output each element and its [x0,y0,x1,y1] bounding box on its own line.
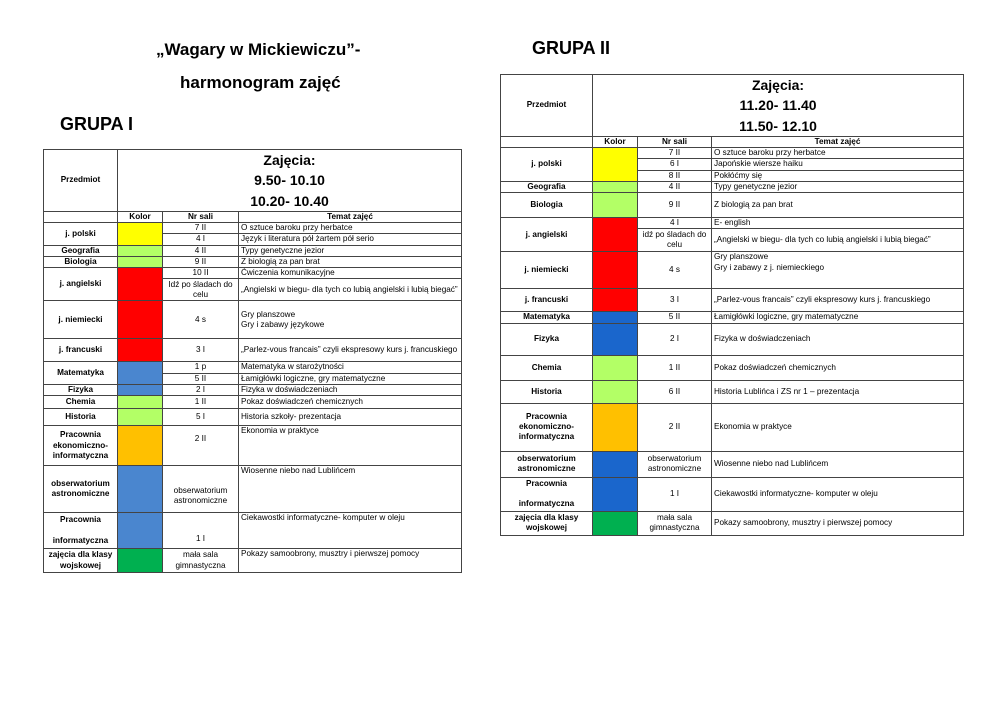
color-cell [593,403,638,451]
topic-cell: Z biologią za pan brat [239,256,462,267]
room-cell: 7 II [163,223,239,234]
color-cell [593,323,638,355]
room-cell: 9 II [163,256,239,267]
topic-cell: E- english [712,218,964,229]
color-cell [593,193,638,218]
group2-schedule-table [500,74,964,536]
table-row [44,384,462,395]
topic-cell: Łamigłówki logiczne, gry matematyczne [712,312,964,323]
table-row [501,252,964,289]
topic-cell: Fizyka w doświadczeniach [239,384,462,395]
group2-heading: GRUPA II [532,38,611,58]
room-cell: obserwatorium astronomiczne [638,451,712,477]
subject-cell: j. francuski [501,289,593,312]
room-cell: mała sala gimnastyczna [163,549,239,573]
room-cell: 4 II [638,181,712,192]
topic-cell: Język i literatura pół żartem pół serio [239,234,462,245]
room-cell: 2 II [163,426,239,466]
topic-header: Temat zajęć [712,136,964,147]
subject-cell: Pracownia informatyczna [44,513,118,549]
color-cell [593,181,638,192]
color-cell [118,549,163,573]
topic-cell: „Angielski w biegu- dla tych co lubią angielski i lubią biegać” [712,229,964,252]
color-cell [118,466,163,513]
room-cell: mała sala gimnastyczna [638,511,712,535]
table-row [44,426,462,466]
table-row [501,193,964,218]
color-cell [593,289,638,312]
table-row [501,218,964,229]
color-cell [118,396,163,409]
subject-cell: Pracownia ekonomiczno-informatyczna [44,426,118,466]
room-cell: 8 II [638,170,712,181]
topic-cell: Pokazy samoobrony, musztry i pierwszej pomocy [712,511,964,535]
topic-cell: Łamigłówki logiczne, gry matematyczne [239,373,462,384]
subject-cell: j. niemiecki [501,252,593,289]
room-cell: 6 II [638,380,712,403]
table-row [501,403,964,451]
subject-cell: j. polski [44,223,118,246]
color-cell [118,256,163,267]
topic-cell: Pokłóćmy się [712,170,964,181]
color-cell [118,409,163,426]
subject-cell: obserwatorium astronomiczne [44,466,118,513]
table-row [44,339,462,362]
room-cell: 1 p [163,362,239,373]
topic-cell: Matematyka w starożytności [239,362,462,373]
topic-cell: Gry planszowe Gry i zabawy językowe [239,301,462,339]
table-row [501,451,964,477]
subject-cell: Biologia [44,256,118,267]
table-row [44,223,462,234]
topic-cell: Pokaz doświadczeń chemicznych [239,396,462,409]
room-cell: 4 s [163,301,239,339]
table-row [44,268,462,279]
room-header: Nr sali [638,136,712,147]
color-cell [118,245,163,256]
table-row [501,380,964,403]
kolor-header: Kolor [118,211,163,222]
table-row [44,245,462,256]
room-cell: 4 I [638,218,712,229]
color-cell [593,451,638,477]
table-row [44,301,462,339]
table-row [501,511,964,535]
time-slot-1: 9.50- 10.10 [254,172,325,189]
table-row [501,477,964,511]
kolor-header: Kolor [593,136,638,147]
color-cell [593,312,638,323]
table-row [501,181,964,192]
color-cell [118,268,163,301]
topic-cell: O sztuce baroku przy herbatce [712,148,964,159]
subject-cell: obserwatorium astronomiczne [501,451,593,477]
subject-cell: Geografia [44,245,118,256]
topic-cell: Pokazy samoobrony, musztry i pierwszej pomocy [239,549,462,573]
table-row [501,289,964,312]
topic-cell: Typy genetyczne jezior [712,181,964,192]
topic-cell: Wiosenne niebo nad Lublińcem [239,466,462,513]
subject-cell: Matematyka [44,362,118,385]
table-row [44,256,462,267]
time-slot-1: 11.20- 11.40 [739,97,817,114]
subject-cell: Fizyka [501,323,593,355]
zajecia-label: Zajęcia: [263,152,316,168]
table-row [44,513,462,549]
group1-heading: GRUPA I [60,114,134,134]
subject-cell: j. francuski [44,339,118,362]
room-cell: idź po śladach do celu [638,229,712,252]
room-cell: 9 II [638,193,712,218]
group2-zajecia-header [593,75,964,137]
room-cell: 6 I [638,159,712,170]
topic-cell: Typy genetyczne jezior [239,245,462,256]
document-title-line1: „Wagary w Mickiewiczu”- [156,40,361,59]
color-cell [118,339,163,362]
table-row [44,549,462,573]
color-cell [593,148,638,182]
room-header: Nr sali [163,211,239,222]
room-cell: 4 s [638,252,712,289]
subject-cell: zajęcia dla klasy wojskowej [44,549,118,573]
subject-cell: Chemia [44,396,118,409]
subject-cell: j. angielski [44,268,118,301]
subject-cell: Biologia [501,193,593,218]
topic-cell: Wiosenne niebo nad Lublińcem [712,451,964,477]
color-cell [593,218,638,252]
subject-cell: j. polski [501,148,593,182]
document-title-line2: harmonogram zajęć [180,73,341,92]
color-cell [118,223,163,246]
topic-cell: Gry planszowe Gry i zabawy z j. niemieckiego [712,252,964,289]
topic-cell: Ekonomia w praktyce [712,403,964,451]
subject-cell: Chemia [501,355,593,380]
topic-cell: Z biologią za pan brat [712,193,964,218]
topic-cell: Historia szkoły- prezentacja [239,409,462,426]
room-cell: 10 II [163,268,239,279]
topic-cell: „Parlez-vous francais” czyli ekspresowy kurs j. francuskiego [712,289,964,312]
room-cell: Idź po śladach do celu [163,279,239,301]
color-cell [593,477,638,511]
topic-cell: „Angielski w biegu- dla tych co lubią angielski i lubią biegać” [239,279,462,301]
topic-cell: Ciekawostki informatyczne- komputer w oleju [712,477,964,511]
subject-cell: Pracownia informatyczna [501,477,593,511]
table-row [44,409,462,426]
topic-cell: Ćwiczenia komunikacyjne [239,268,462,279]
room-cell: 1 I [638,477,712,511]
table-row [501,312,964,323]
room-cell: 2 I [638,323,712,355]
room-cell: 2 II [638,403,712,451]
group1-schedule-table [43,149,462,573]
topic-cell: „Parlez-vous francais” czyli ekspresowy kurs j. francuskiego [239,339,462,362]
topic-cell: Pokaz doświadczeń chemicznych [712,355,964,380]
subject-cell: Historia [44,409,118,426]
color-cell [118,426,163,466]
color-cell [593,380,638,403]
room-cell: 1 I [163,513,239,549]
time-slot-2: 10.20- 10.40 [250,192,329,209]
subject-cell: Pracownia ekonomiczno-informatyczna [501,403,593,451]
topic-cell: Ekonomia w praktyce [239,426,462,466]
color-cell [593,355,638,380]
color-cell [593,511,638,535]
room-cell: 4 I [163,234,239,245]
room-cell: 4 II [163,245,239,256]
subject-cell: zajęcia dla klasy wojskowej [501,511,593,535]
group1-subject-header: Przedmiot [44,150,118,212]
table-row [44,396,462,409]
table-row [501,148,964,159]
table-row [501,323,964,355]
color-cell [118,513,163,549]
subject-cell: Geografia [501,181,593,192]
room-cell: 3 I [163,339,239,362]
color-cell [118,362,163,385]
subject-cell: Historia [501,380,593,403]
time-slot-2: 11.50- 12.10 [739,117,817,134]
subject-cell: j. angielski [501,218,593,252]
topic-header: Temat zajęć [239,211,462,222]
table-row [44,466,462,513]
room-cell: 1 II [163,396,239,409]
table-row [44,362,462,373]
subject-cell: Matematyka [501,312,593,323]
room-cell: 5 II [638,312,712,323]
topic-cell: Fizyka w doświadczeniach [712,323,964,355]
topic-cell: Ciekawostki informatyczne- komputer w oleju [239,513,462,549]
color-cell [593,252,638,289]
topic-cell: Historia Lublińca i ZS nr 1 – prezentacja [712,380,964,403]
room-cell: 5 I [163,409,239,426]
color-cell [118,301,163,339]
table-row [501,355,964,380]
subject-cell: j. niemiecki [44,301,118,339]
room-cell: 7 II [638,148,712,159]
room-cell: 1 II [638,355,712,380]
topic-cell: O sztuce baroku przy herbatce [239,223,462,234]
room-cell: obserwatorium astronomiczne [163,466,239,513]
room-cell: 2 I [163,384,239,395]
subject-cell: Fizyka [44,384,118,395]
room-cell: 3 I [638,289,712,312]
group1-zajecia-header [118,150,462,212]
topic-cell: Japońskie wiersze haiku [712,159,964,170]
zajecia-label: Zajęcia: [751,77,805,93]
color-cell [118,384,163,395]
group2-subject-header: Przedmiot [501,75,593,137]
room-cell: 5 II [163,373,239,384]
